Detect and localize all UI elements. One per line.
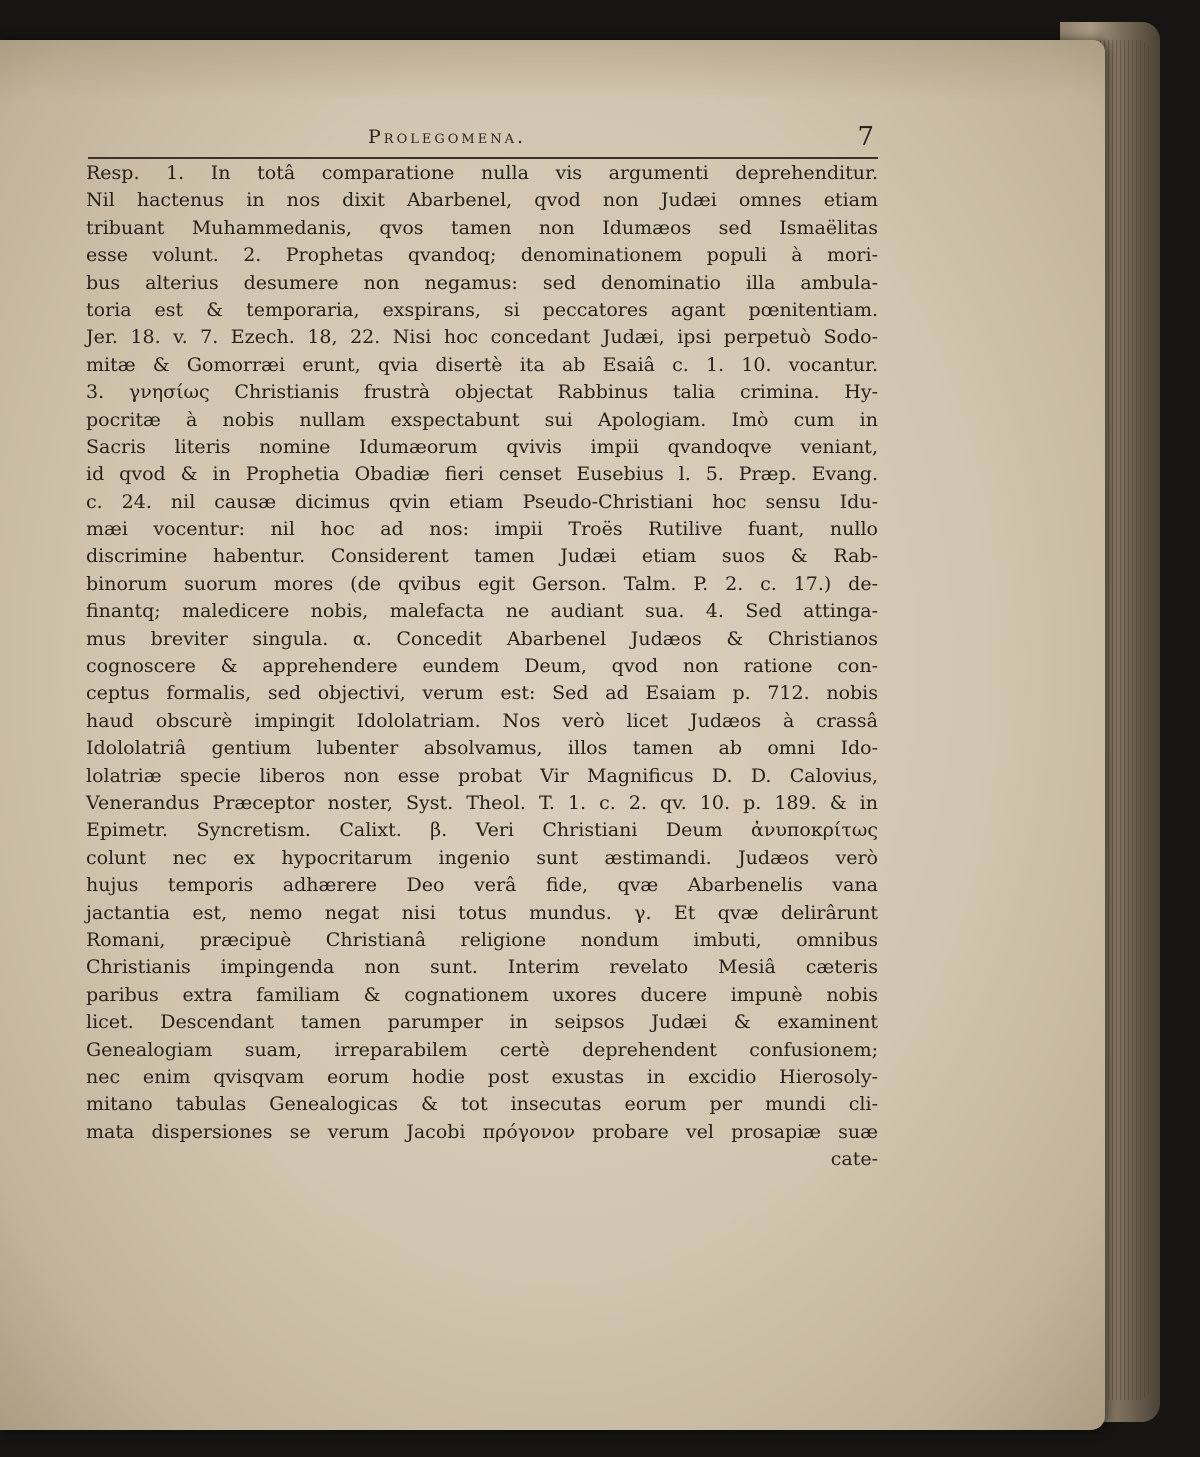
text-line: Jer. 18. v. 7. Ezech. 18, 22. Nisi hoc concedant Judæi, ipsi perpetuò Sodo- [86,326,878,349]
text-line: colunt nec ex hypocritarum ingenio sunt æstimandi. Judæos verò [86,846,878,869]
text-line: jactantia est, nemo negat nisi totus mundus. γ. Et qvæ delirârunt [86,901,878,924]
text-line: licet. Descendant tamen parumper in seipsos Judæi & examinent [86,1011,878,1034]
text-line: haud obscurè impingit Idololatriam. Nos verò licet Judæos à crassâ [86,709,878,732]
text-line: id qvod & in Prophetia Obadiæ fieri censet Eusebius l. 5. Præp. Evang. [86,463,878,486]
text-line: mitæ & Gomorræi erunt, qvia disertè ita ab Esaiâ c. 1. 10. vocantur. [86,353,878,376]
text-line: toria est & temporaria, exspirans, si peccatores agant pœnitentiam. [86,298,878,321]
text-line: cognoscere & apprehendere eundem Deum, qvod non ratione con- [86,655,878,678]
text-line: discrimine habentur. Considerent tamen Judæi etiam suos & Rab- [86,545,878,568]
text-line: Nil hactenus in nos dixit Abarbenel, qvod non Judæi omnes etiam [86,189,878,212]
text-line: mæi vocentur: nil hoc ad nos: impii Troës Rutilive fuant, nullo [86,518,878,541]
page-stain [0,40,1105,100]
header-rule [88,157,878,159]
text-line: mata dispersiones se verum Jacobi πρόγονον probare vel prosapiæ suæ [86,1120,878,1143]
text-line: Genealogiam suam, irreparabilem certè deprehendent confusionem; [86,1038,878,1061]
text-line: pocritæ à nobis nullam exspectabunt sui Apologiam. Imò cum in [86,408,878,431]
text-line: Resp. 1. In totâ comparatione nulla vis argumenti deprehenditur. [86,162,878,184]
page-header [88,122,880,156]
text-line: hujus temporis adhærere Deo verâ fide, qvæ Abarbenelis vana [86,874,878,897]
text-line: Epimetr. Syncretism. Calixt. β. Veri Christiani Deum ἀνυποκρίτως [86,819,878,842]
text-line: esse volunt. 2. Prophetas qvandoq; denominationem populi à mori- [86,244,878,267]
text-line: finantq; maledicere nobis, malefacta ne audiant sua. 4. Sed attinga- [86,600,878,623]
body-text [86,160,878,1173]
text-line: Romani, præcipuè Christianâ religione nondum imbuti, omnibus [86,928,878,951]
text-line: tribuant Muhammedanis, qvos tamen non Idumæos sed Ismaëlitas [86,216,878,239]
text-line: nec enim qvisqvam eorum hodie post exustas in excidio Hierosoly- [86,1065,878,1088]
text-line: ceptus formalis, sed objectivi, verum est: Sed ad Esaiam p. 712. nobis [86,682,878,705]
text-line: mus breviter singula. α. Concedit Abarbenel Judæos & Christianos [86,627,878,650]
text-line: mitano tabulas Genealogicas & tot insecutas eorum per mundi cli- [86,1093,878,1116]
text-line: binorum suorum mores (de qvibus egit Gerson. Talm. P. 2. c. 17.) de- [86,572,878,595]
text-line: lolatriæ specie liberos non esse probat Vir Magnificus D. D. Calovius, [86,764,878,787]
text-line: Christianis impingenda non sunt. Interim revelato Mesiâ cæteris [86,956,878,979]
text-line: paribus extra familiam & cognationem uxores ducere impunè nobis [86,983,878,1006]
page-number: 7 [857,122,874,152]
catchword: cate- [830,1148,878,1171]
text-line: 3. γνησίως Christianis frustrà objectat Rabbinus talia crimina. Hy- [86,381,878,404]
text-line: Venerandus Præceptor noster, Syst. Theol. T. 1. c. 2. qv. 10. p. 189. & in [86,791,878,814]
text-line: Sacris literis nomine Idumæorum qvivis impii qvandoqve veniant, [86,435,878,458]
text-line: c. 24. nil causæ dicimus qvin etiam Pseudo-Christiani hoc sensu Idu- [86,490,878,513]
running-title: Prolegomena. [368,126,526,148]
text-line: Idololatriâ gentium lubenter absolvamus, illos tamen ab omni Ido- [86,737,878,760]
text-line: bus alterius desumere non negamus: sed denominatio illa ambula- [86,271,878,294]
